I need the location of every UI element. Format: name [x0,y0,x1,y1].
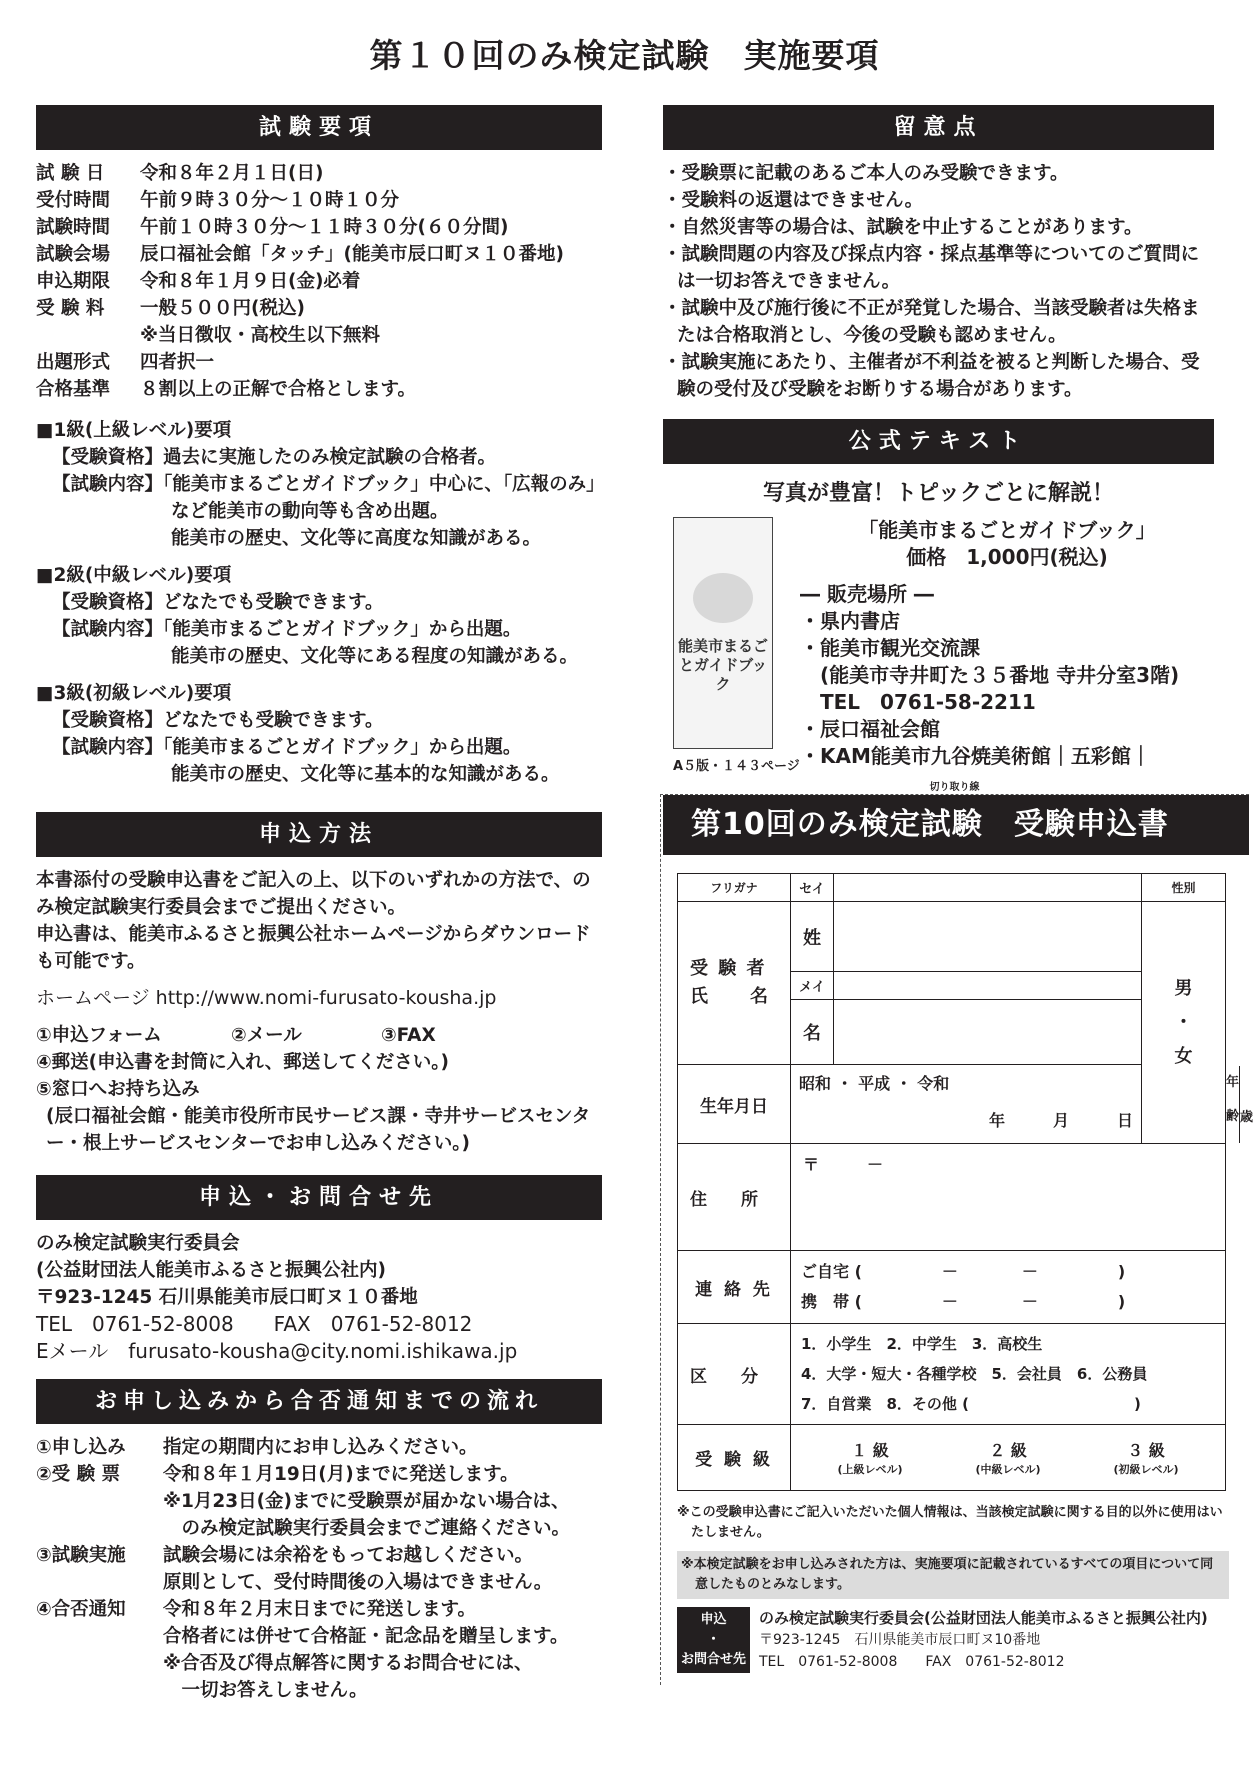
grade-name: ２ 級 [989,1441,1027,1460]
right-info [660,105,1249,774]
exam-row-label: 受 験 料 [36,298,105,319]
address-label: 住 所 [678,1144,791,1251]
era-choice[interactable]: 昭和 ・ 平成 ・ 令和 [799,1074,950,1093]
note-item: ・自然災害等の場合は、試験を中止することがあります。 [663,217,1143,238]
text-catch: 写真が豊富！トピックごとに解説！ [762,481,1115,506]
given-name-input[interactable] [834,1000,1142,1065]
flow-step [36,1542,602,1596]
gender-label: 性別 [1142,874,1226,902]
flow-step-line: 令和８年１月19日(月)までに発送します。 [163,1464,519,1485]
form-contact [759,1607,1239,1673]
level-content: 【試験内容】「能美市まるごとガイドブック」中心に、「広報のみ」 [52,474,605,495]
apply-body [36,867,602,1157]
exam-header: 試験要項 [36,105,602,150]
exam-row-value: 午前９時３０分～１０時１０分 [140,190,400,211]
exam-row [36,214,602,241]
sales-header: ― 販売場所 ― [800,582,934,606]
flow-step-line: 指定の期間内にお申し込みください。 [163,1437,478,1458]
phone-cell [791,1251,1226,1324]
exam-row-label: 試 験 日 [36,163,105,184]
flow-step-line: 令和８年２月末日までに発送します。 [163,1599,477,1620]
note-item: ・試験実施にあたり、主催者が不利益を被ると判断した場合、受験の受付及び受験をお断りする場合があります。 [663,352,1200,400]
level-content-line: 能美市の歴史、文化等に基本的な知識がある。 [171,764,560,785]
book-info [800,517,1214,774]
note-item: ・試験中及び施行後に不正が発覚した場合、当該受験者は失格または合格取消とし、今後の受験も認めません。 [663,298,1200,346]
apply-header: 申込方法 [36,812,602,857]
exam-row-value: 一般５００円(税込) [140,298,305,319]
flow-step-line: 合格者には併せて合格証・記念品を贈呈します。 [163,1626,569,1647]
exam-row-value: 令和８年１月９日(金)必着 [140,271,361,292]
level-block [36,680,602,788]
form-title: 第10回のみ検定試験 受験申込書 [663,795,1249,855]
left-column [36,105,605,1704]
home-phone-input[interactable]: ご自宅 ( － － ) [801,1262,1126,1281]
name-label: 受 験 者 氏 名 [678,902,791,1065]
grade-cell [791,1425,1226,1491]
exam-row [36,268,602,295]
exam-row-label: 受付時間 [36,190,111,211]
exam-row-label: 出題形式 [36,352,111,373]
book-cover-image [673,517,773,749]
method-fax: ③FAX [381,1025,436,1046]
contact-line: のみ検定試験実行委員会 [36,1233,240,1254]
note-item: ・受験料の返還はできません。 [663,190,924,211]
levels [36,417,605,798]
grade-level: (中級レベル) [975,1463,1041,1476]
ymd-label: 年 月 日 [988,1111,1133,1130]
flow-step [36,1461,602,1542]
sales-location: ・能美市観光交流課 [800,636,980,660]
exam-details [36,160,602,403]
grade-option[interactable] [975,1438,1040,1477]
exam-row [36,295,602,322]
exam-row-label: 申込期限 [36,271,111,292]
surname-input[interactable] [834,902,1142,972]
sales-location: (能美市寺井町た３５番地 寺井分室3階) [800,663,1180,687]
form-contact-area [677,1607,1239,1673]
apply-download: 申込書は、能美市ふるさと振興公社ホームページからダウンロードも可能です。 [36,924,591,972]
cut-line-label: 切り取り線 [929,782,980,793]
category-choices[interactable] [791,1324,1226,1425]
exam-row [36,322,602,349]
flow-header: お申し込みから合否通知までの流れ [36,1379,602,1424]
homepage-link[interactable]: ホームページ http://www.nomi-furusato-kousha.jp [36,987,497,1009]
phone-label: 連 絡 先 [678,1251,791,1324]
mei-input[interactable] [834,972,1142,1000]
exam-row-value: 午前１０時３０分～１１時３０分(６０分間) [140,217,509,238]
sales-location: TEL 0761-58-2211 [800,690,1036,714]
level-content-line: 能美市の歴史、文化等にある程度の知識がある。 [171,646,579,667]
address-input[interactable]: 〒 － [791,1144,1226,1251]
level-block [36,562,602,670]
flow-step-label: ①申し込み [36,1437,126,1458]
page-title: 第１０回のみ検定試験 実施要項 [369,36,880,75]
book-image-wrap [663,517,800,774]
book-cover-title: 能美市まるごとガイドブック [677,636,768,693]
flow-step-label: ②受 験 票 [36,1464,121,1485]
exam-row-label: 合格基準 [36,379,111,400]
contact-line: Eメール furusato-kousha@city.nomi.ishikawa.jp [36,1339,518,1363]
exam-row-label: 試験時間 [36,217,111,238]
gender-choice[interactable]: 男 ・ 女 [1142,902,1226,1144]
notes-header: 留意点 [663,105,1214,150]
sei-kanji-label: 姓 [791,902,834,972]
sales-location: ・県内書店 [800,609,900,633]
furigana-label: フリガナ [678,874,791,902]
exam-row-value: ８割以上の正解で合格とします。 [140,379,417,400]
method-form: ①申込フォーム [36,1025,162,1046]
consent-note: ※本検定試験をお申し込みされた方は、実施要項に記載されているすべての項目について同意したものとみなします。 [677,1551,1229,1599]
flow-step-line: のみ検定試験実行委員会までご連絡ください。 [163,1518,571,1539]
level-title: ■2級(中級レベル)要項 [36,565,232,586]
flow-step-label: ④合否通知 [36,1599,126,1620]
grade-name: ３ 級 [1127,1441,1165,1460]
level-content: 【試験内容】「能美市まるごとガイドブック」から出題。 [52,619,522,640]
method-counter: ⑤窓口へお持ち込み [36,1079,200,1100]
flow-step-line: ※合否及び得点解答に関するお問合せには、 [163,1653,533,1674]
method-counter-note: (辰口福祉会館・能美市役所市民サービス課・寺井サービスセンター・根上サービスセンターでお申し込みください。) [46,1106,591,1154]
sales-location: ・KAM能美市九谷焼美術館｜五彩館｜ [800,744,1151,768]
sei-input[interactable] [834,874,1142,902]
grade-level: (初級レベル) [1113,1463,1179,1476]
form-contact-line: TEL 0761-52-8008 FAX 0761-52-8012 [759,1654,1065,1670]
category-option[interactable]: 4．大学・短大・各種学校 5．会社員 6．公務員 [801,1365,1148,1383]
form-contact-line: 〒923-1245 石川県能美市辰口町ヌ10番地 [759,1632,1041,1648]
level-title: ■3級(初級レベル)要項 [36,683,232,704]
exam-row-value: ※当日徴収・高校生以下無料 [140,325,380,346]
flow-step-line: ※1月23日(金)までに受験票が届かない場合は、 [163,1491,570,1512]
flow-step-label: ③試験実施 [36,1545,126,1566]
age-unit[interactable]: 歳 [1240,1109,1254,1125]
notes-list [663,160,1214,403]
level-qualification: 【受験資格】どなたでも受験できます。 [52,592,384,613]
flow-step-line: 一切お答えしません。 [163,1680,368,1701]
grade-option[interactable] [1113,1438,1178,1477]
form-contact-line: のみ検定試験実行委員会(公益財団法人能美市ふるさと振興公社内) [759,1609,1208,1627]
exam-row [36,241,602,268]
mei-label: メイ [791,972,834,1000]
exam-row [36,349,602,376]
contact-tag: 申込 ・ お問合せ先 [677,1607,750,1673]
mobile-phone-input[interactable]: 携 帯 ( － － ) [801,1292,1126,1311]
grade-label: 受 験 級 [678,1425,791,1491]
contact-header: 申込・お問合せ先 [36,1175,602,1220]
level-content-line: など能美市の動向等も含め出題。 [171,501,449,522]
grade-option[interactable] [837,1438,902,1477]
method-post: ④郵送(申込書を封筒に入れ、郵送してください。) [36,1052,449,1073]
book-area [663,517,1214,774]
text-header: 公式テキスト [663,419,1214,464]
age-label: 年 齢 [1226,1066,1240,1143]
level-title: ■1級(上級レベル)要項 [36,420,232,441]
sales-location: ・辰口福祉会館 [800,717,940,741]
note-item: ・受験票に記載のあるご本人のみ受験できます。 [663,163,1069,184]
level-content-line: 能美市の歴史、文化等に高度な知識がある。 [171,528,542,549]
apply-text: 本書添付の受験申込書をご記入の上、以下のいずれかの方法で、のみ検定試験実行委員会までご提出ください。 [36,870,591,918]
level-qualification: 【受験資格】過去に実施したのみ検定試験の合格者。 [52,447,497,468]
sei-label: セイ [791,874,834,902]
flow-step-line: 試験会場には余裕をもってお越しください。 [163,1545,534,1566]
category-option[interactable]: 1．小学生 2．中学生 3．高校生 [801,1335,1043,1353]
note-item: ・試験問題の内容及び採点内容・採点基準等についてのご質問には一切お答えできません。 [663,244,1200,292]
exam-row [36,187,602,214]
birth-input[interactable] [791,1065,1142,1144]
flow-step [36,1596,602,1704]
sales-list [800,608,1214,770]
exam-row-value: 辰口福祉会館「タッチ」(能美市辰口町ヌ１０番地) [140,244,564,265]
category-label: 区 分 [678,1324,791,1425]
exam-row-label [36,322,140,349]
privacy-note: ※この受験申込書にご記入いただいた個人情報は、当該検定試験に関する目的以外に使用はいたしません。 [677,1505,1223,1540]
book-title: 「能美市まるごとガイドブック」 [858,518,1156,542]
flow-step-line: 原則として、受付時間後の入場はできません。 [163,1572,553,1593]
contact-line: TEL 0761-52-8008 FAX 0761-52-8012 [36,1312,473,1336]
grade-level: (上級レベル) [837,1463,903,1476]
flow-step [36,1434,602,1461]
contact-line: 〒923-1245 石川県能美市辰口町ヌ１０番地 [36,1287,418,1308]
right-column [660,105,1254,1685]
book-spec: A５版・１４３ページ [673,759,800,774]
birth-label: 生年月日 [678,1065,791,1144]
exam-row [36,160,602,187]
exam-row-label: 試験会場 [36,244,111,265]
grade-name: １ 級 [851,1441,889,1460]
flow-steps [36,1434,602,1704]
cut-line [660,794,1254,1685]
contact-info [36,1230,602,1365]
mei-kanji-label: 名 [791,1000,834,1065]
level-block [36,417,605,552]
exam-row-value: 四者択一 [140,352,215,373]
method-mail: ②メール [231,1025,302,1046]
application-form [677,873,1254,1491]
level-qualification: 【受験資格】どなたでも受験できます。 [52,710,384,731]
category-option[interactable]: 7．自営業 8．その他 ( ) [801,1395,1141,1413]
exam-row [36,376,602,403]
contact-line: (公益財団法人能美市ふるさと振興公社内) [36,1260,386,1281]
book-price: 価格 1,000円(税込) [906,545,1108,569]
exam-row-value: 令和８年２月１日(日) [140,163,324,184]
level-content: 【試験内容】「能美市まるごとガイドブック」から出題。 [52,737,522,758]
